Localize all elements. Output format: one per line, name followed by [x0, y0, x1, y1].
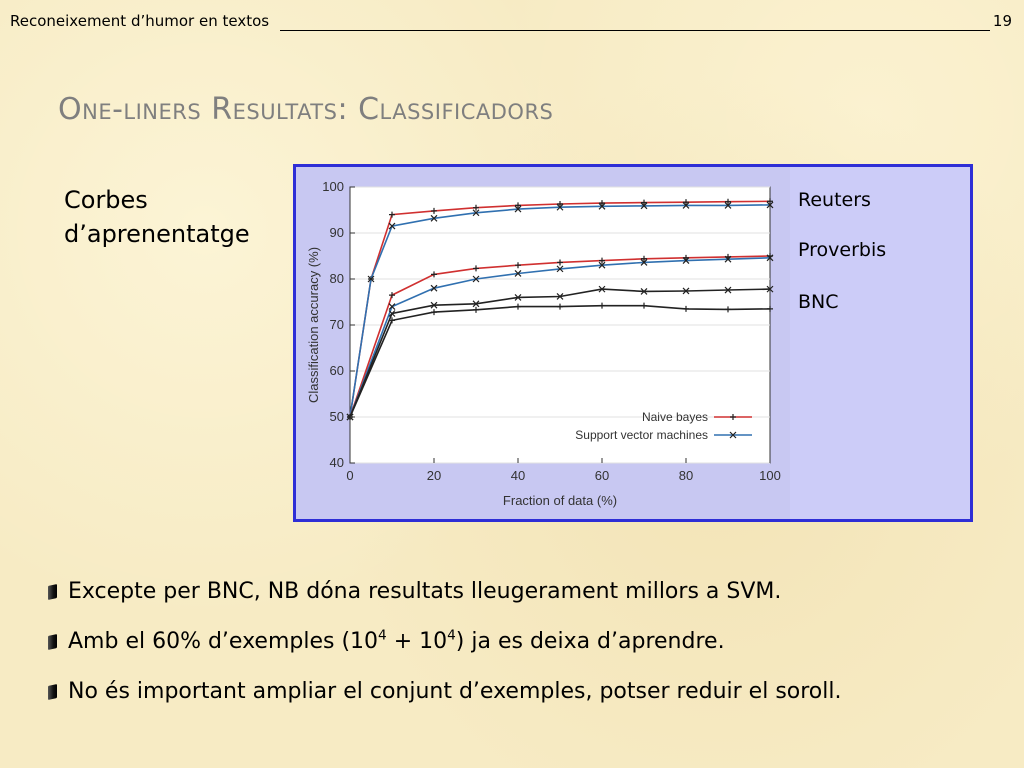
- dataset-labels: [798, 167, 968, 519]
- x-tick-label: 60: [594, 468, 610, 483]
- figure-caption-line-2: d’aprenentatge: [64, 220, 250, 248]
- legend-label: Support vector machines: [575, 428, 708, 442]
- y-tick-label: 100: [322, 179, 344, 194]
- x-tick-label: 40: [510, 468, 526, 483]
- y-tick-label: 50: [329, 409, 344, 424]
- bullet-text: No és important ampliar el conjunt d’exemples, potser reduir el soroll.: [68, 679, 842, 704]
- dataset-label-proverbis: Proverbis: [798, 239, 887, 261]
- bullet-text: Excepte per BNC, NB dóna resultats lleugerament millors a SVM.: [68, 579, 782, 604]
- bullet-item: [48, 676, 1008, 726]
- bullet-text-b: + 10: [386, 629, 448, 654]
- legend-label: Naive bayes: [641, 410, 708, 424]
- header-bar: [10, 12, 1014, 34]
- x-tick-label: 0: [346, 468, 354, 483]
- superscript-2: 4: [447, 627, 456, 644]
- bullet-text-c: ) ja es deixa d’aprendre.: [455, 629, 725, 654]
- figure-caption: [64, 183, 250, 251]
- dataset-label-reuters: Reuters: [798, 189, 871, 211]
- y-tick-label: 60: [329, 363, 344, 378]
- x-tick-label: 80: [678, 468, 694, 483]
- slide-title: One-liners Resultats: Classificadors: [58, 92, 554, 127]
- x-axis-label: Fraction of data (%): [502, 493, 618, 508]
- page-number: 19: [992, 12, 1012, 30]
- bullet-icon: [48, 584, 57, 600]
- y-tick-label: 70: [329, 317, 344, 332]
- bullet-text: [68, 629, 725, 654]
- header-title: Reconeixement d’humor en textos: [10, 12, 270, 30]
- y-axis-label: Classification accuracy (%): [306, 246, 321, 404]
- bullet-icon: [48, 684, 57, 700]
- header-rule: [280, 30, 990, 31]
- bullet-list: [48, 576, 1008, 726]
- dataset-label-bnc: BNC: [798, 291, 839, 313]
- x-tick-label: 100: [759, 468, 781, 483]
- y-tick-label: 90: [329, 225, 344, 240]
- bullet-text-a: Amb el 60% d’exemples (10: [68, 629, 379, 654]
- figure-caption-line-1: Corbes: [64, 186, 148, 214]
- y-tick-label: 80: [329, 271, 344, 286]
- bullet-item: [48, 576, 1008, 626]
- learning-curves-figure: [293, 164, 973, 522]
- x-tick-label: 20: [426, 468, 442, 483]
- learning-curves-chart: [296, 167, 790, 519]
- y-tick-label: 40: [329, 455, 344, 470]
- bullet-icon: [48, 634, 57, 650]
- chart-panel: [296, 167, 790, 519]
- bullet-item: [48, 626, 1008, 676]
- superscript-1: 4: [378, 627, 387, 644]
